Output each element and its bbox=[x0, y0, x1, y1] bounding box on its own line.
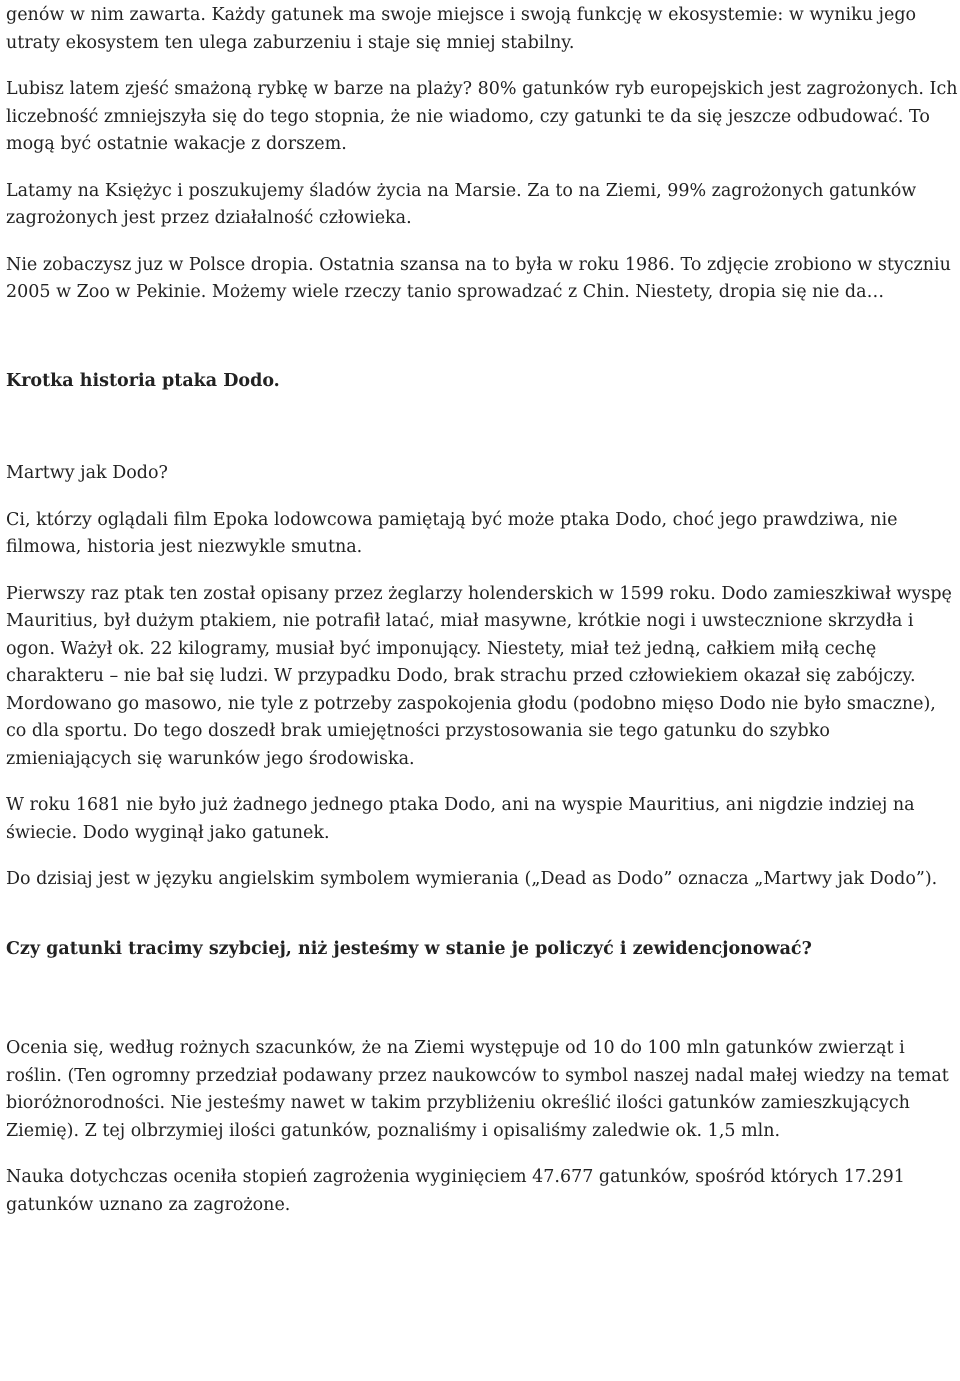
paragraph: Nauka dotychczas oceniła stopień zagrożenia wyginięciem 47.677 gatunków, spośród których 17.291 gatunków uznano za zagrożone. bbox=[6, 1167, 905, 1215]
document-body bbox=[6, 2, 958, 1238]
section-heading-dodo: Krotka historia ptaka Dodo. bbox=[6, 370, 280, 391]
paragraph: Martwy jak Dodo? bbox=[6, 463, 168, 483]
paragraph: Lubisz latem zjeść smażoną rybkę w barze na plaży? 80% gatunków ryb europejskich jest zagrożonych. Ich liczebność zmniejszyła się do tego stopnia, że nie wiadomo, czy gatunki te da się jeszcze odbudować. To mogą być ostatnie wakacje z dorszem. bbox=[6, 79, 958, 154]
paragraph: Ocenia się, według rożnych szacunków, że na Ziemi występuje od 10 do 100 mln gatunków zwierząt i roślin. (Ten ogromny przedział podawany przez naukowców to symbol naszej nadal małej wiedzy na temat bioróżnorodności. Nie jesteśmy nawet w takim przybliżeniu określić ilości gatunków zamieszkujących Ziemię). Z tej olbrzymiej ilości gatunków, poznaliśmy i opisaliśmy zaledwie ok. 1,5 mln. bbox=[6, 1038, 949, 1141]
paragraph: Latamy na Księżyc i poszukujemy śladów życia na Marsie. Za to na Ziemi, 99% zagrożonych gatunków zagrożonych jest przez działalność człowieka. bbox=[6, 180, 917, 228]
paragraph: genów w nim zawarta. Każdy gatunek ma swoje miejsce i swoją funkcję w ekosystemie: w wyniku jego utraty ekosystem ten ulega zaburzeniu i staje się mniej stabilny. bbox=[6, 5, 917, 53]
paragraph: Do dzisiaj jest w języku angielskim symbolem wymierania („Dead as Dodo” oznacza „Martwy jak Dodo”). bbox=[6, 869, 938, 889]
paragraph: Nie zobaczysz juz w Polsce dropia. Ostatnia szansa na to była w roku 1986. To zdjęcie zrobiono w styczniu 2005 w Zoo w Pekinie. Możemy wiele rzeczy tanio sprowadzać z Chin. Niestety, dropia się nie da… bbox=[6, 254, 951, 302]
section-heading-species-rate: Czy gatunki tracimy szybciej, niż jesteśmy w stanie je policzyć i zewidencjonować? bbox=[6, 938, 812, 959]
paragraph: Ci, którzy oglądali film Epoka lodowcowa pamiętają być może ptaka Dodo, choć jego prawdziwa, nie filmowa, historia jest niezwykle smutna. bbox=[6, 509, 898, 557]
paragraph: W roku 1681 nie było już żadnego jednego ptaka Dodo, ani na wyspie Mauritius, ani nigdzie indziej na świecie. Dodo wyginął jako gatunek. bbox=[6, 795, 915, 843]
paragraph: Pierwszy raz ptak ten został opisany przez żeglarzy holenderskich w 1599 roku. Dodo zamieszkiwał wyspę Mauritius, był dużym ptakiem, nie potrafił latać, miał masywne, krótkie nogi i uwstecznione skrzydła i ogon. Ważył ok. 22 kilogramy, musiał być imponujący. Niestety, miał też jedną, całkiem miłą cechę charakteru – nie bał się ludzi. W przypadku Dodo, brak strachu przed człowiekiem okazał się zabójczy. Mordowano go masowo, nie tyle z potrzeby zaspokojenia głodu (podobno mięso Dodo nie było smaczne), co dla sportu. Do tego doszedł brak umiejętności przystosowania sie tego gatunku do szybko zmieniających się warunków jego środowiska. bbox=[6, 583, 952, 769]
